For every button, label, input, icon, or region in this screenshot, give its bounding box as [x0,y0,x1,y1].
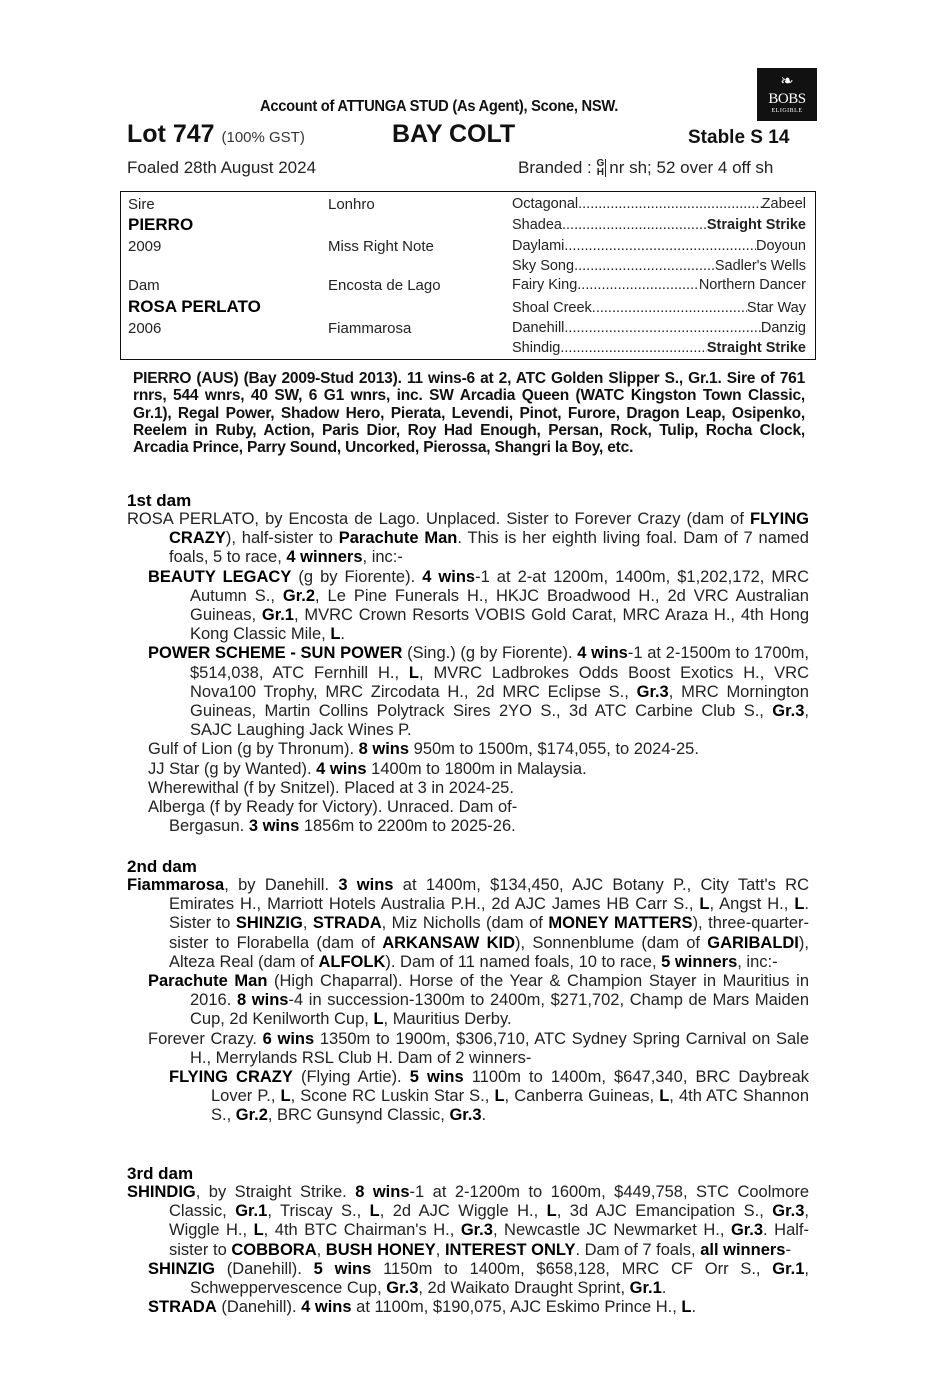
progeny-entry: FLYING CRAZY (Flying Artie). 5 wins 1100m to 1400m, $647,340, BRC Daybreak Lover P., L, Scone RC Luskin Star S., L, Canberra Guineas, L, 4th ATC Shannon S., Gr.2, BRC Gunsynd Classic, Gr.3. [169,1068,810,1125]
dam-year: 2006 [128,320,162,337]
horse-head-icon: ❧ [780,73,794,90]
progeny-entry: POWER SCHEME - SUN POWER (Sing.) (g by Fiorente). 4 wins-1 at 2-1500m to 1700m, $514,038, ATC Fernhill H., L, MVRC Ladbrokes Odds Boost Exotics H., VRC Nova100 Trophy, MRC Zircodata H., 2d MRC Eclipse S., Gr.3, MRC Mornington Guineas, Martin Collins Polytrack Sires 2YO S., 3d ATC Carbine Club S., Gr.3, SAJC Laughing Jack Wines P. [148,644,810,740]
stable-number: Stable S 14 [688,127,790,148]
progeny-entry: Parachute Man (High Chaparral). Horse of the Year & Champion Stayer in Mauritius in 2016. 8 wins-4 in succession-1300m to 2400m, $271,702, Champ de Mars Maiden Cup, 2d Kenilworth Cup, L, Mauritius Derby. [148,972,809,1029]
pedigree-table [120,191,816,360]
progeny-entry: BEAUTY LEGACY (g by Fiorente). 4 wins-1 at 2-at 1200m, 1400m, $1,202,172, MRC Autumn S., Gr.2, Le Pine Funerals H., HKJC Broadwood H., 2d VRC Australian Guineas, Gr.1, MVRC Crown Resorts VOBIS Gold Carat, MRC Araza H., 4th Hong Kong Classic Mile, L. [148,567,810,644]
second-dam-section [127,857,809,1126]
sire-dam: Miss Right Note [328,238,434,255]
sire-label: Sire [128,196,155,213]
sire-year: 2009 [128,238,162,255]
gen3-row: Shadea ..... Straight Strike [512,217,806,233]
progeny-entry: Wherewithal (f by Snitzel). Placed at 3 in 2024-25. [148,778,514,797]
progeny-entry: Alberga (f by Ready for Victory). Unraced. Dam of- [148,798,518,817]
branded-prefix: Branded : [518,158,592,177]
dam-name: ROSA PERLATO [128,297,261,316]
logo-line2: ELIGIBLE [771,108,803,114]
section-heading: 2nd dam [127,857,197,876]
gen3-row: Octagonal ..... Zabeel [512,196,806,212]
gen3-row: Daylami ..... Doyoun [512,238,806,254]
vendor-account: Account of ATTUNGA STUD (As Agent), Scone, NSW. [260,98,619,115]
dam-sire: Encosta de Lago [328,277,441,294]
sire-summary: PIERRO (AUS) (Bay 2009-Stud 2013). 11 wins-6 at 2, ATC Golden Slipper S., Gr.1. Sire of 761 rnrs, 544 wnrs, 40 SW, 6 G1 wnrs, inc. SW Arcadia Queen (WATC Kingston Town Classic, Gr.1), Regal Power, Shadow Hero, Pierata, Levendi, Pinot, Furore, Dragon Leap, Osipenko, Reelem in Ruby, Action, Paris Dior, Roy Had Enough, Persan, Rock, Tulip, Rocha Clock, Arcadia Prince, Parry Sound, Uncorked, Pierossa, Shangri la Boy, etc. [133,370,805,457]
sire-name: PIERRO [128,215,194,234]
dam-entry: Fiammarosa, by Danehill. 3 wins at 1400m, $134,450, AJC Botany P., City Tatt's RC Emirates H., Marriott Hotels Australia P.H., 2d AJC James HB Carr S., L, Angst H., L. Sister to SHINZIG, STRADA, Miz Nicholls (dam of MONEY MATTERS), three-quarter-sister to Florabella (dam of ARKANSAW KID), Sonnenblume (dam of GARIBALDI), Alteza Real (dam of ALFOLK). Dam of 11 named foals, 10 to race, 5 winners, inc:- [127,876,809,971]
sire-sire: Lonhro [328,196,375,213]
entries [127,1183,809,1317]
progeny-entry: JJ Star (g by Wanted). 4 wins 1400m to 1800m in Malaysia. [148,759,587,778]
horse-description: BAY COLT [392,120,516,148]
foaled-date: Foaled 28th August 2024 [127,158,317,177]
dam-entry: SHINDIG, by Straight Strike. 8 wins-1 at 2-1200m to 1600m, $449,758, STC Coolmore Classic, Gr.1, Triscay S., L, 2d AJC Wiggle H., L, 3d AJC Emancipation S., Gr.3, Wiggle H., L, 4th BTC Chairman's H., Gr.3, Newcastle JC Newmarket H., Gr.3. Half-sister to COBBORA, BUSH HONEY, INTEREST ONLY. Dam of 7 foals, all winners- [127,1183,809,1259]
first-dam-section [127,491,809,836]
entries [127,876,809,1126]
gst-note: (100% GST) [221,129,305,146]
dam-label: Dam [128,277,160,294]
logo-line1: BOBS [768,91,806,107]
entries [127,510,809,836]
progeny-entry: Forever Crazy. 6 wins 1350m to 1900m, $306,710, ATC Sydney Spring Carnival on Sale H., Merrylands RSL Club H. Dam of 2 winners- [148,1029,809,1067]
dam-entry: ROSA PERLATO, by Encosta de Lago. Unplaced. Sister to Forever Crazy (dam of FLYING CRAZY), half-sister to Parachute Man. This is her eighth living foal. Dam of 7 named foals, 5 to race, 4 winners, inc:- [127,510,809,567]
branded-info [518,158,773,178]
progeny-entry: Gulf of Lion (g by Thronum). 8 wins 950m to 1500m, $174,055, to 2024-25. [148,740,699,759]
gen3-row: Shoal Creek ..... Star Way [512,300,806,316]
dam-dam: Fiammarosa [328,320,412,337]
brand-mark-icon: G H [596,158,605,178]
section-heading: 3rd dam [127,1164,194,1183]
gen3-row: Danehill ..... Danzig [512,320,806,336]
lot-number [127,120,305,149]
lot-label: Lot 747 [127,120,215,148]
bobs-eligible-logo [757,68,817,121]
branded-suffix: nr sh; 52 over 4 off sh [609,158,774,177]
third-dam-section [127,1164,809,1317]
gen3-row: Fairy King ..... Northern Dancer [512,277,806,293]
progeny-entry: Bergasun. 3 wins 1856m to 2200m to 2025-26. [169,817,516,836]
section-heading: 1st dam [127,491,192,510]
progeny-entry: SHINZIG (Danehill). 5 wins 1150m to 1400m, $658,128, MRC CF Orr S., Gr.1, Schweppervescence Cup, Gr.3, 2d Waikato Draught Sprint, Gr.1. [148,1259,809,1298]
progeny-entry: STRADA (Danehill). 4 wins at 1100m, $190,075, AJC Eskimo Prince H., L. [148,1298,697,1317]
gen3-row: Shindig ..... Straight Strike [512,340,806,356]
gen3-row: Sky Song ..... Sadler's Wells [512,258,806,274]
